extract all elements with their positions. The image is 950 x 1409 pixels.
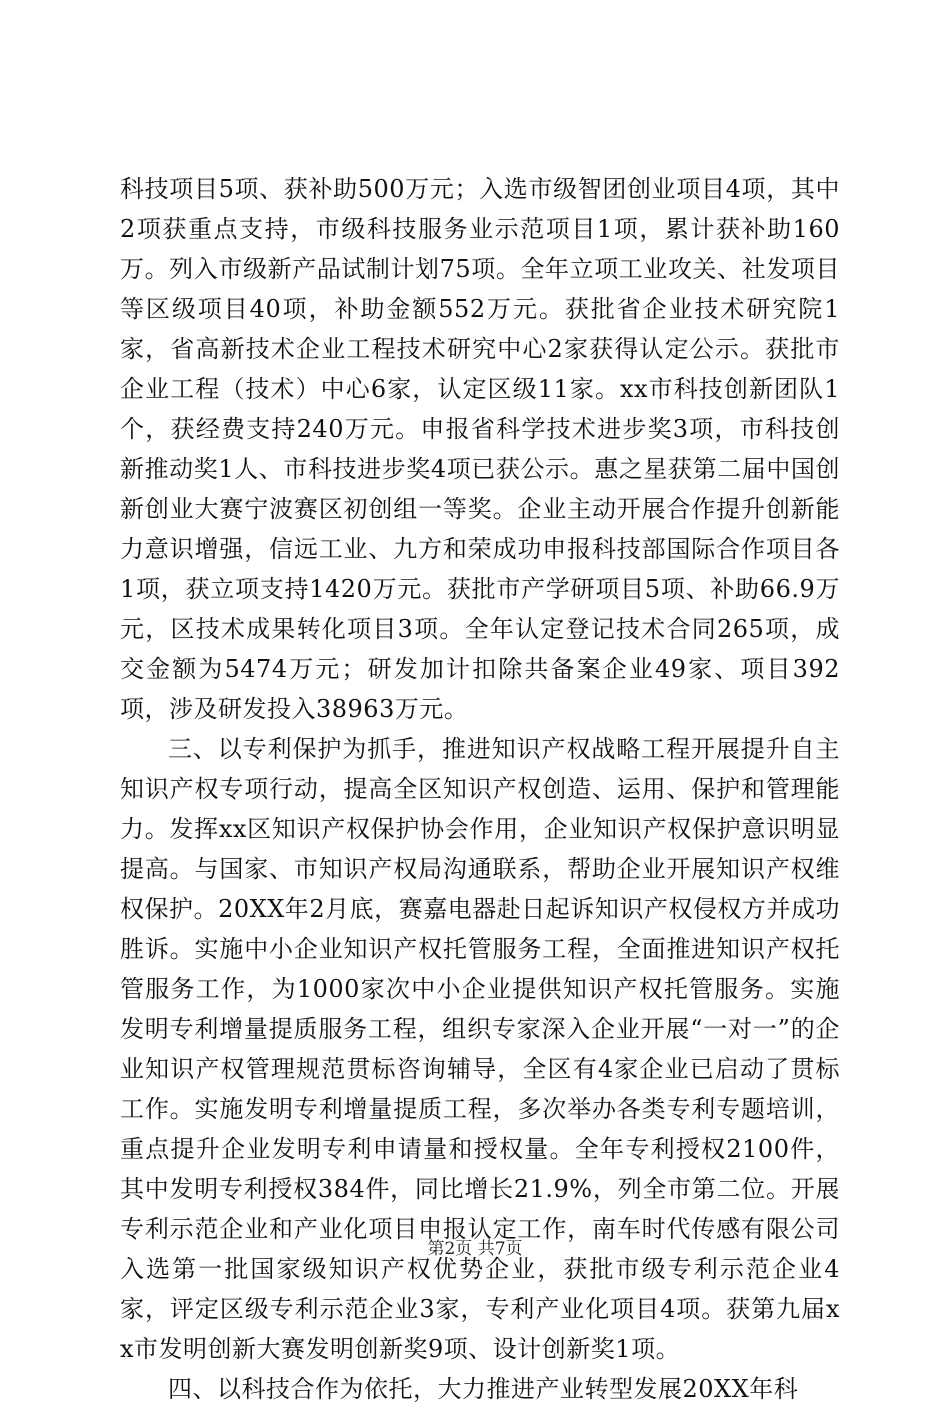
paragraph-tech-projects: 科技项目5项、获补助500万元；入选市级智团创业项目4项，其中2项获重点支持，市级科技服务业示范项目1项，累计获补助160万。列入市级新产品试制计划75项。全年立项工业攻关、社发项目等区级项目40项，补助金额552万元。获批省企业技术研究院1家，省高新技术企业工程技术研究中心2家获得认定公示。获批市企业工程（技术）中心6家，认定区级11家。xx市科技创新团队1个，获经费支持240万元。申报省科学技术进步奖3项，市科技创新推动奖1人、市科技进步奖4项已获公示。惠之星获第二届中国创新创业大赛宁波赛区初创组一等奖。企业主动开展合作提升创新能力意识增强，信远工业、九方和荣成功申报科技部国际合作项目各1项，获立项支持1420万元。获批市产学研项目5项、补助66.9万元，区技术成果转化项目3项。全年认定登记技术合同265项，成交金额为5474万元；研发加计扣除共备案企业49家、项目392项，涉及研发投入38963万元。 xyxy=(120,175,840,723)
paragraph-patent-protection: 三、以专利保护为抓手，推进知识产权战略工程开展提升自主知识产权专项行动，提高全区知识产权创造、运用、保护和管理能力。发挥xx区知识产权保护协会作用，企业知识产权保护意识明显提高。与国家、市知识产权局沟通联系，帮助企业开展知识产权维权保护。20XX年2月底，赛嘉电器赴日起诉知识产权侵权方并成功胜诉。实施中小企业知识产权托管服务工程，全面推进知识产权托管服务工作，为1000家次中小企业提供知识产权托管服务。实施发明专利增量提质服务工程，组织专家深入企业开展“一对一”的企业知识产权管理规范贯标咨询辅导，全区有4家企业已启动了贯标工作。实施发明专利增量提质工程，多次举办各类专利专题培训，重点提升企业发明专利申请量和授权量。全年专利授权2100件，其中发明专利授权384件，同比增长21.9%，列全市第二位。开展专利示范企业和产业化项目申报认定工作，南车时代传感有限公司入选第一批国家级知识产权优势企业，获批市级专利示范企业4家，评定区级专利示范企业3家，专利产业化项目4项。获第九届xx市发明创新大赛发明创新奖9项、设计创新奖1项。 xyxy=(120,735,840,1363)
paragraph-tech-cooperation: 四、以科技合作为依托，大力推进产业转型发展20XX年科 xyxy=(168,1375,799,1403)
document-body xyxy=(120,169,840,1409)
page-footer: 第2页 共7页 xyxy=(427,1239,523,1259)
